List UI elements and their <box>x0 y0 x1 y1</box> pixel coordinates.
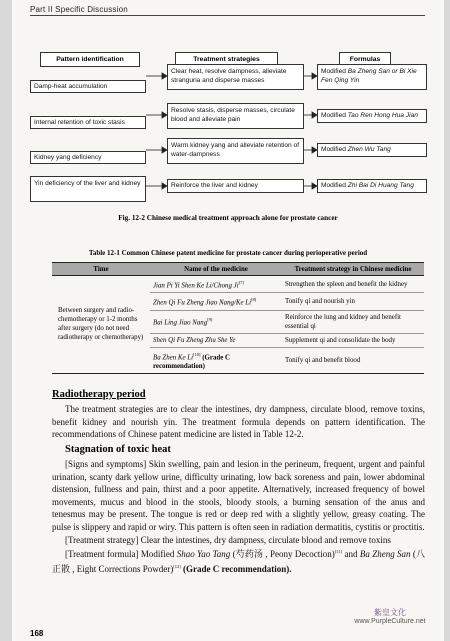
formula-name: Zhi Bai Di Huang Tang <box>347 182 414 189</box>
pattern-box: Internal retention of toxic stasis <box>30 116 146 129</box>
text-run: and <box>342 549 360 560</box>
formula-box <box>317 179 427 193</box>
strategy-box: Resolve stasis, disperse masses, circulate blood and alleviate pain <box>167 103 304 129</box>
page-number: 168 <box>30 629 44 638</box>
pattern-box: Kidney yang deficiency <box>30 151 146 164</box>
strategy-cell: Reinforce the lung and kidney and benefit essential qi <box>282 310 424 333</box>
formula-prefix: Modified <box>321 146 348 153</box>
paragraph-text: [Treatment strategy] Clear the intestines, dry dampness, circulate blood and remove toxins <box>65 534 391 545</box>
formula-prefix: Modified <box>321 182 348 189</box>
table-header: Name of the medicine <box>150 263 282 276</box>
formula-box <box>317 109 427 123</box>
formula-name: Ba Zheng San or Bi Xie Fen Qing Yin <box>321 68 417 84</box>
grade-label: (Grade C recommendation) <box>153 353 230 370</box>
medicine-cell <box>150 293 282 310</box>
medicine-name: Zhen Qi Fu Zheng Jiao Nang/Ke Li <box>153 299 251 307</box>
formula-prefix: Modified <box>321 112 348 119</box>
strategy-box: Reinforce the liver and kidney <box>167 179 304 193</box>
reference-mark: [7] <box>238 280 244 285</box>
paragraph-formula <box>52 546 425 575</box>
formula-box <box>317 143 427 157</box>
medicine-name: Jian Pi Yi Shen Ke Li/Chong Ji <box>153 282 239 290</box>
text-run: [Treatment formula] Modified <box>65 549 177 560</box>
table-caption: Table 12-1 Common Chinese patent medicine for prostate cancer during perioperative period <box>88 249 368 257</box>
medicine-cell <box>150 333 282 347</box>
formula-name: Ba Zheng San <box>359 549 411 560</box>
col-head-pattern: Pattern identification <box>40 52 140 67</box>
subsection-heading: Stagnation of toxic heat <box>65 444 171 455</box>
formula-name: Zhen Wu Tang <box>347 146 391 153</box>
medicine-name: Shen Qi Fu Zheng Zhu She Ye <box>153 336 236 344</box>
time-cell: Between surgery and radio-chemotherapy or 1-2 months after surgery (do not need radiotherapy or chemotherapy) <box>52 276 150 374</box>
reference-mark: [10] <box>193 351 201 357</box>
reference-mark: [12] <box>173 563 181 569</box>
paragraph-text: The treatment strategies are to clear the intestines, dry dampness, circulate blood, remove toxins, benefit kidney and nourish yin. The treatment formula depends on pattern identification. The recommendations of Chinese patent medicine are listed in Table 12-2. <box>52 404 425 440</box>
grade-label: (Grade C recommendation). <box>180 563 292 574</box>
strategy-box: Warm kidney yang and alleviate retention of water-dampness <box>167 138 304 164</box>
logo-title: 紫皇文化 <box>374 608 406 617</box>
medicine-name: Ba Zhen Ke Li <box>153 353 194 361</box>
text-run: (芍药汤 , Peony Decoction) <box>230 549 335 560</box>
text-run: (八正散 , Eight Corrections Powder) <box>52 549 426 574</box>
table-header: Time <box>52 263 150 276</box>
watermark-logo <box>342 608 438 626</box>
col-head-formulas: Formulas <box>339 52 391 67</box>
running-header: Part II Specific Discussion <box>30 5 128 14</box>
paragraph-radiotherapy <box>52 403 425 441</box>
medicine-name: Bai Ling Jiao Nang <box>153 319 208 327</box>
table-header: Treatment strategy in Chinese medicine <box>282 263 424 276</box>
formula-prefix: Modified <box>321 68 348 75</box>
formula-box <box>317 64 427 90</box>
logo-url: www.PurpleCulture.net <box>354 618 426 625</box>
formula-name: Shao Yao Tang <box>176 549 231 560</box>
paragraph-text: [Signs and symptoms] Skin swelling, pain and lesion in the perineum, frequent, urgent and painful urination, scanty dark yellow urine, difficulty urinating, low back soreness and pain, lower abdominal distension, fullness and pain, thirst and a poor appetite. Alternatively, increased frequency of bowel movements, mucus and blood in the stools, bloody stools, a burning sensation of the anus and tenesmus may be present. The tongue is red or deep red with a slightly yellow, greasy coating. The pulse is slippery and rapid or wiry. This pattern is often seen in radiation dermatitis, cystitis or proctitis. <box>52 459 425 532</box>
pattern-box: Damp-heat accumulation <box>30 80 146 93</box>
figure-caption: Fig. 12-2 Chinese medical treatment approach alone for prostate cancer <box>118 214 338 222</box>
strategy-cell: Tonify qi and benefit blood <box>282 347 424 373</box>
formula-name: Tao Ren Hong Hua Jian <box>347 112 418 119</box>
reference-mark: [8] <box>251 297 257 303</box>
table-row <box>52 276 424 293</box>
patent-medicine-table <box>52 262 424 374</box>
strategy-box: Clear heat, resolve dampness, alleviate stranguria and disperse masses <box>167 64 304 90</box>
section-heading: Radiotherapy period <box>52 389 146 400</box>
paragraph-symptoms <box>52 458 425 575</box>
strategy-cell: Tonify qi and nourish yin <box>282 293 424 310</box>
table-header-row <box>52 263 424 276</box>
strategy-cell: Strengthen the spleen and benefit the kidney <box>282 276 424 293</box>
reference-mark: [11] <box>334 549 343 555</box>
pattern-box: Yin deficiency of the liver and kidney <box>30 176 146 202</box>
reference-mark: [9] <box>207 317 213 323</box>
medicine-cell <box>150 276 282 293</box>
medicine-cell <box>150 310 282 333</box>
book-page <box>12 0 444 641</box>
col-head-strategy: Treatment strategies <box>175 52 278 67</box>
strategy-cell: Supplement qi and consolidate the body <box>282 333 424 347</box>
medicine-cell <box>150 347 282 373</box>
